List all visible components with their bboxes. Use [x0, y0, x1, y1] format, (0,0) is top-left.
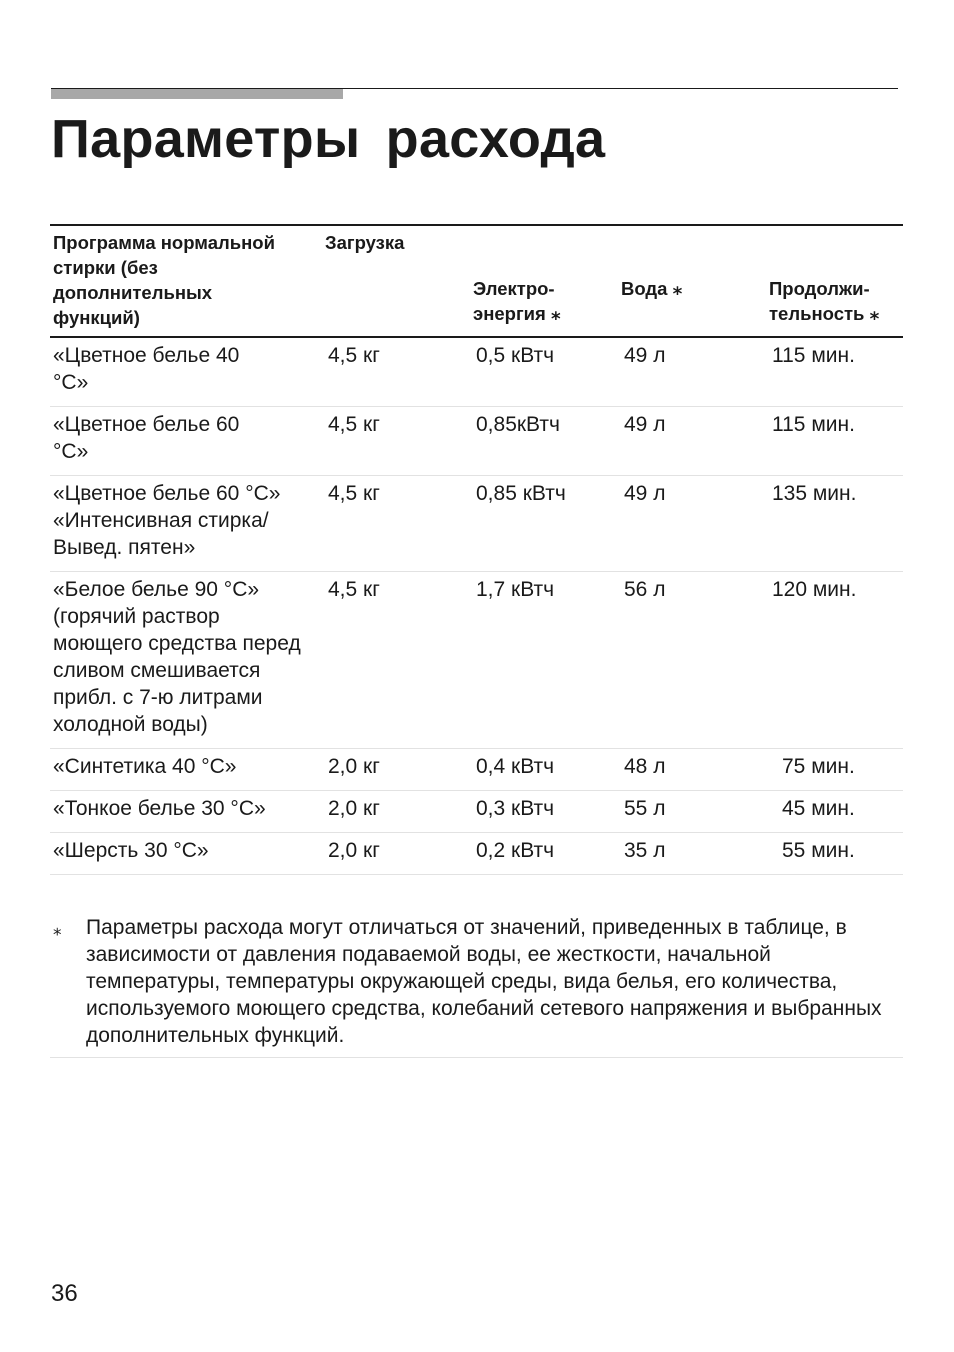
cell-duration: 115 мин. [766, 338, 903, 407]
cell-program: «Цветное белье 40 °C» [50, 338, 322, 407]
footnote [50, 914, 903, 1058]
cell-water: 35 л [618, 833, 766, 875]
cell-program: «Белое белье 90 °C» (горячий раствор моющего средства перед сливом смешивается прибл. с 7-ю литрами холодной воды) [50, 572, 322, 749]
table-row [50, 572, 903, 749]
cell-water: 55 л [618, 791, 766, 833]
consumption-table [50, 224, 903, 875]
cell-duration: 135 мин. [766, 476, 903, 572]
cell-water: 49 л [618, 407, 766, 476]
page-number: 36 [51, 1280, 78, 1307]
header-energy: Электро-энергия ⁎ [470, 224, 618, 338]
cell-load: 2,0 кг [322, 833, 470, 875]
footnote-text: Параметры расхода могут отличаться от значений, приведенных в таблице, в зависимости от давления подаваемой воды, ее жесткости, начальной температуры, температуры окружающей среды, вида белья, его количества, используемого моющего средства, колебаний сетевого напряжения и выбранных дополнительных функций. [86, 916, 882, 1047]
cell-load: 2,0 кг [322, 791, 470, 833]
cell-program: «Тонкое белье 30 °C» [50, 791, 322, 833]
cell-load: 4,5 кг [322, 476, 470, 572]
cell-duration: 75 мин. [766, 749, 903, 791]
cell-load: 2,0 кг [322, 749, 470, 791]
cell-load: 4,5 кг [322, 407, 470, 476]
footnote-marker: ⁎ [53, 920, 62, 939]
header-load: Загрузка [322, 224, 470, 338]
page-title: Параметры расхода [51, 109, 606, 169]
table-row [50, 407, 903, 476]
cell-water: 48 л [618, 749, 766, 791]
table-row [50, 476, 903, 572]
cell-program: «Цветное белье 60 °C» «Интенсивная стирка/ Вывед. пятен» [50, 476, 322, 572]
cell-water: 49 л [618, 476, 766, 572]
table-row [50, 833, 903, 875]
cell-energy: 0,2 кВтч [470, 833, 618, 875]
cell-duration: 120 мин. [766, 572, 903, 749]
cell-energy: 0,85кВтч [470, 407, 618, 476]
cell-energy: 0,5 кВтч [470, 338, 618, 407]
cell-energy: 0,85 кВтч [470, 476, 618, 572]
cell-duration: 115 мин. [766, 407, 903, 476]
cell-water: 49 л [618, 338, 766, 407]
cell-energy: 0,3 кВтч [470, 791, 618, 833]
cell-duration: 45 мин. [766, 791, 903, 833]
cell-program: «Синтетика 40 °C» [50, 749, 322, 791]
cell-program: «Цветное белье 60 °C» [50, 407, 322, 476]
table-row [50, 749, 903, 791]
cell-load: 4,5 кг [322, 572, 470, 749]
cell-duration: 55 мин. [766, 833, 903, 875]
cell-water: 56 л [618, 572, 766, 749]
table-header-row [50, 224, 903, 338]
cell-energy: 0,4 кВтч [470, 749, 618, 791]
header-accent-bar [51, 89, 343, 99]
cell-energy: 1,7 кВтч [470, 572, 618, 749]
cell-program: «Шерсть 30 °C» [50, 833, 322, 875]
cell-load: 4,5 кг [322, 338, 470, 407]
table-row [50, 338, 903, 407]
header-program: Программа нормальной стирки (без дополнительных функций) [50, 224, 322, 338]
header-duration: Продолжи-тельность ⁎ [766, 224, 903, 338]
header-water: Вода ⁎ [618, 224, 766, 338]
table-row [50, 791, 903, 833]
